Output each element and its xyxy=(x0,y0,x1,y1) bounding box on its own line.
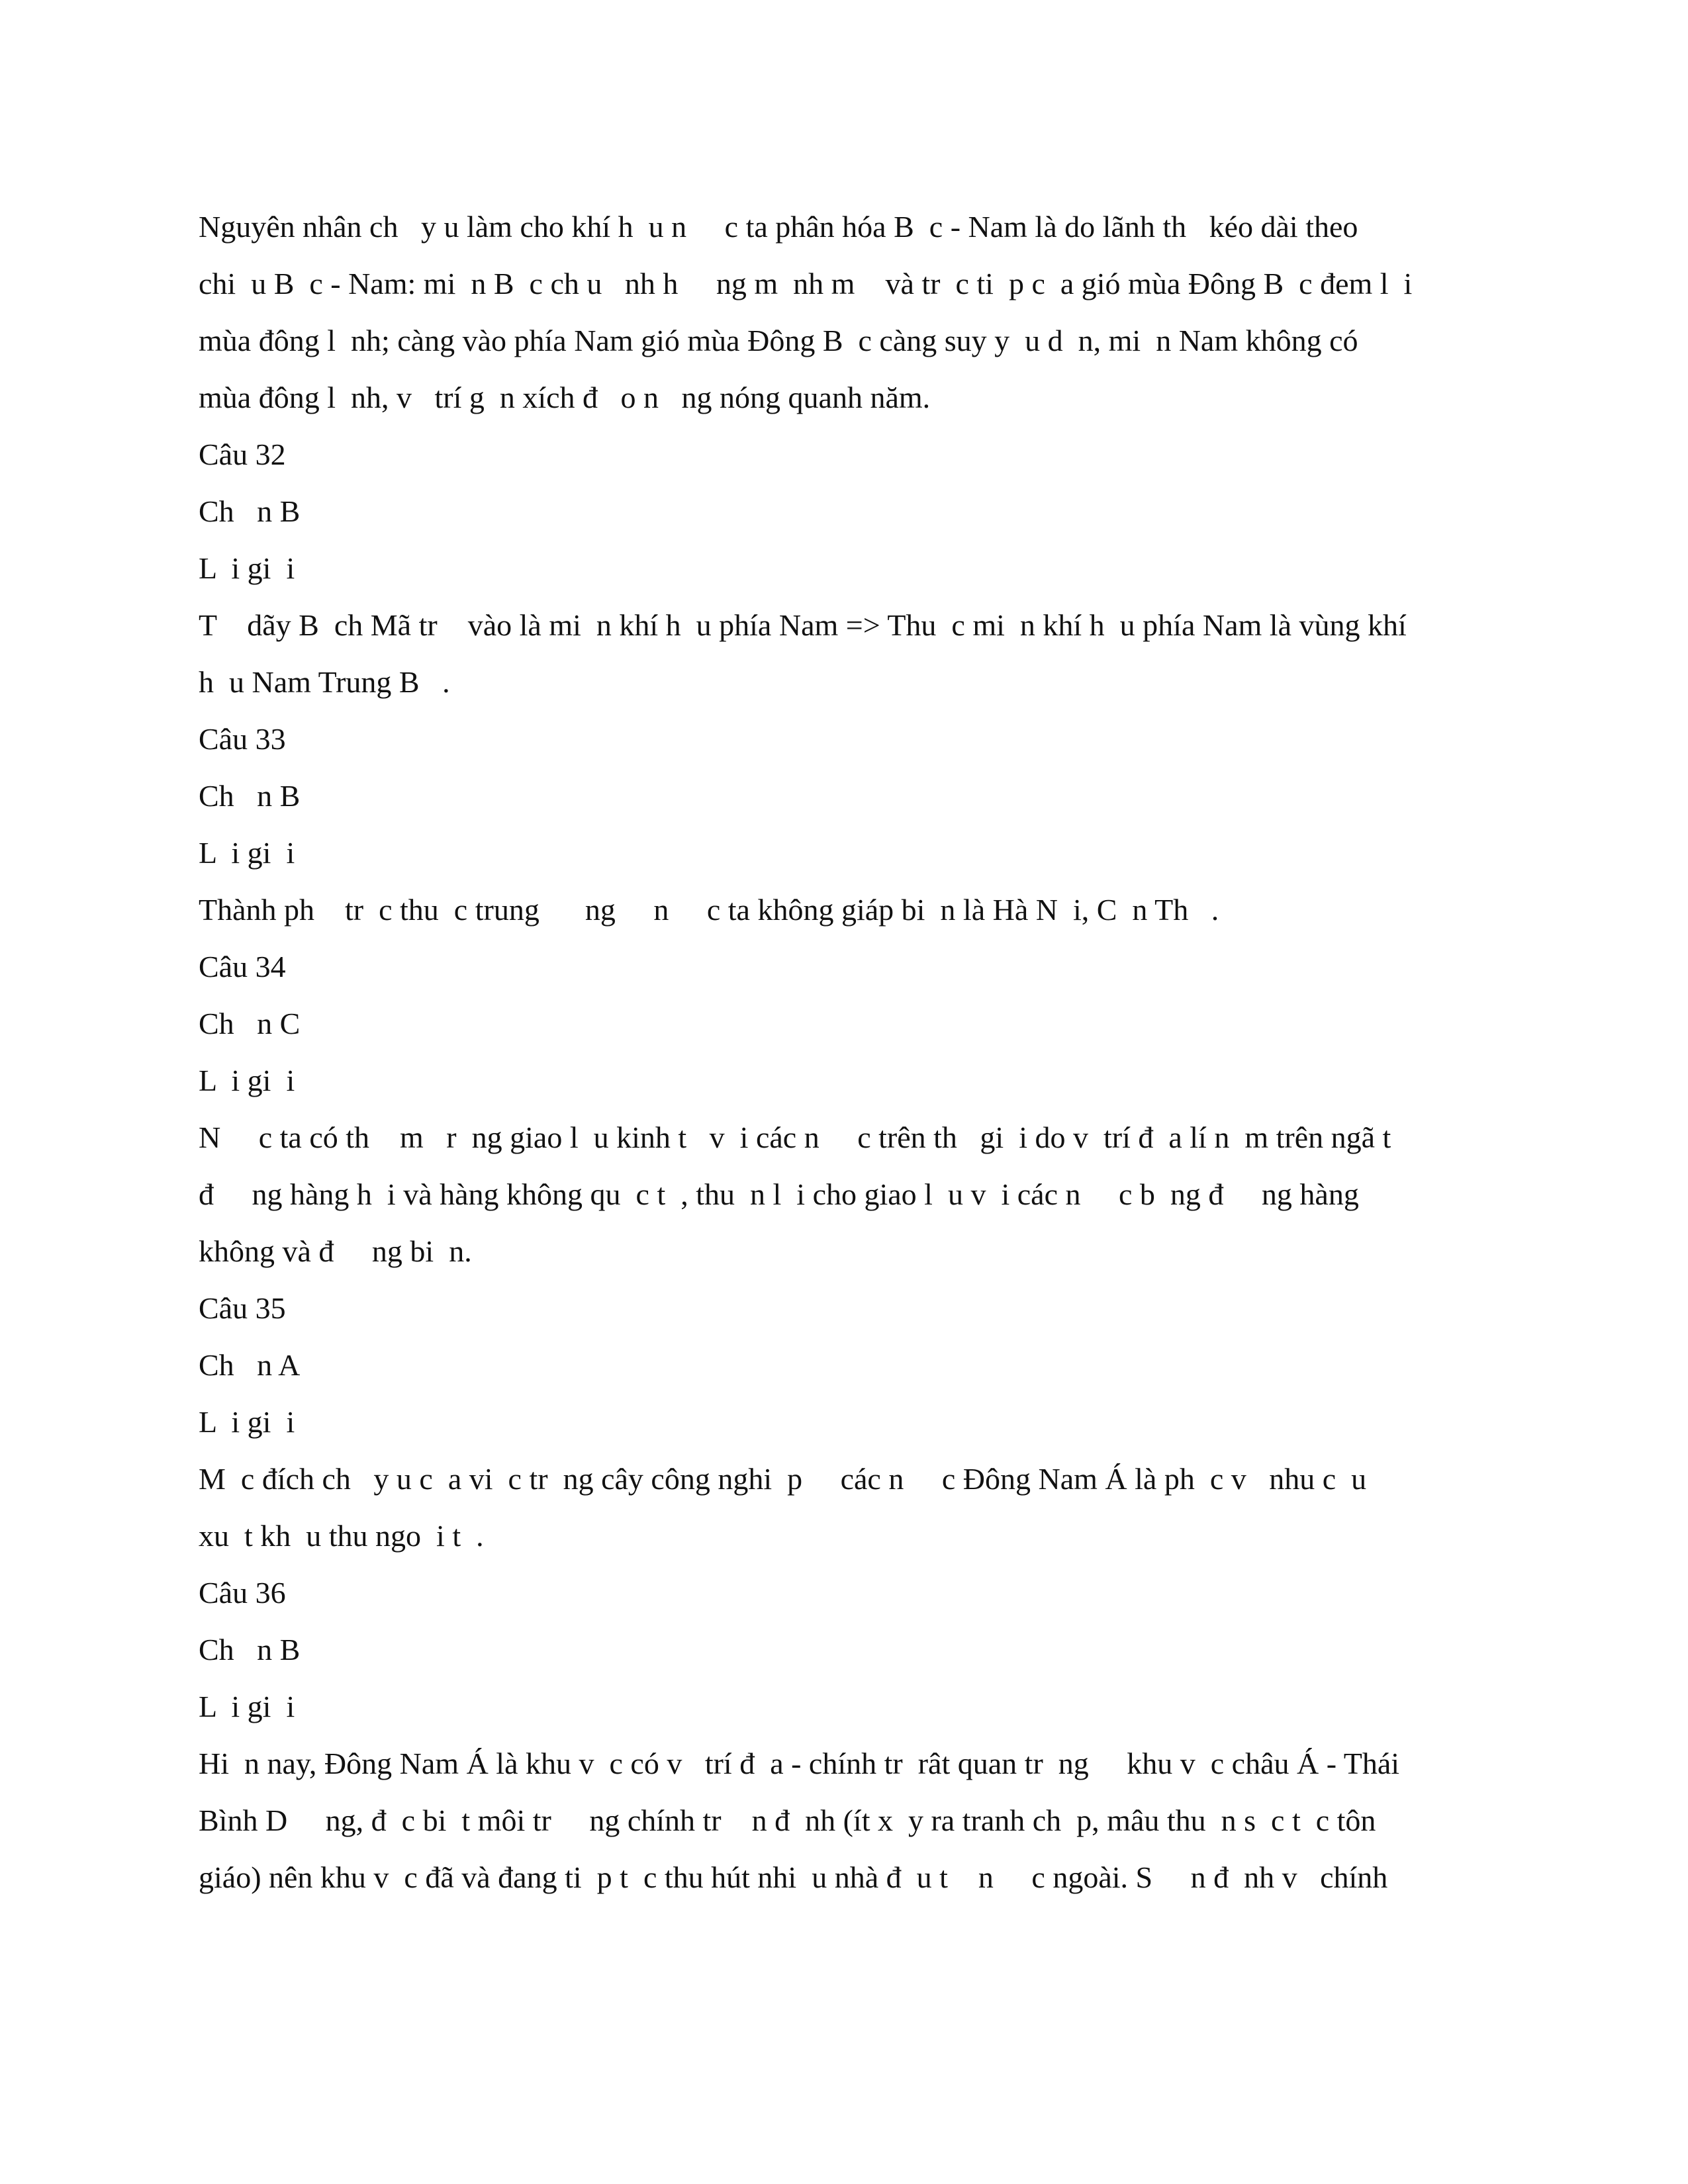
text-line: đ ng hàng h i và hàng không qu c t , thu n l i cho giao l u v i các n c b ng đ ng hàng xyxy=(199,1177,1359,1211)
text-line: T dãy B ch Mã tr vào là mi n khí h u phía Nam => Thu c mi n khí h u phía Nam là vùng khí xyxy=(199,608,1407,642)
question-heading: Câu 32 xyxy=(199,437,286,471)
text-line: chi u B c - Nam: mi n B c ch u nh h ng m nh m và tr c ti p c a gió mùa Đông B c đem l i xyxy=(199,267,1413,300)
text-line: N c ta có th m r ng giao l u kinh t v i các n c trên th gi i do v trí đ a lí n m trên ngã t xyxy=(199,1120,1391,1154)
explanation-label: L i gi i xyxy=(199,1690,295,1723)
answer-choice: Ch n B xyxy=(199,1633,301,1666)
answer-choice: Ch n A xyxy=(199,1348,301,1382)
explanation-label: L i gi i xyxy=(199,1064,295,1097)
text-line: xu t kh u thu ngo i t . xyxy=(199,1519,484,1553)
document-body xyxy=(199,199,1509,1906)
text-line: Bình D ng, đ c bi t môi tr ng chính tr n đ nh (ít x y ra tranh ch p, mâu thu n s c t c tôn xyxy=(199,1803,1376,1837)
question-heading: Câu 34 xyxy=(199,950,286,983)
text-line: Thành ph tr c thu c trung ng n c ta không giáp bi n là Hà N i, C n Th . xyxy=(199,893,1219,927)
text-line: Hi n nay, Đông Nam Á là khu v c có v trí đ a - chính tr rât quan tr ng khu v c châu Á - Thái xyxy=(199,1747,1400,1780)
text-line: h u Nam Trung B . xyxy=(199,665,450,699)
text-line: mùa đông l nh, v trí g n xích đ o n ng nóng quanh năm. xyxy=(199,381,931,414)
text-line: không và đ ng bi n. xyxy=(199,1234,472,1268)
question-heading: Câu 36 xyxy=(199,1576,286,1610)
explanation-label: L i gi i xyxy=(199,551,295,585)
text-line: M c đích ch y u c a vi c tr ng cây công nghi p các n c Đông Nam Á là ph c v nhu c u xyxy=(199,1462,1367,1496)
text-line: mùa đông l nh; càng vào phía Nam gió mùa Đông B c càng suy y u d n, mi n Nam không có xyxy=(199,324,1358,357)
explanation-label: L i gi i xyxy=(199,1405,295,1439)
answer-choice: Ch n C xyxy=(199,1007,301,1040)
question-heading: Câu 33 xyxy=(199,722,286,756)
answer-choice: Ch n B xyxy=(199,494,301,528)
text-line: giáo) nên khu v c đã và đang ti p t c thu hút nhi u nhà đ u t n c ngoài. S n đ nh v chính xyxy=(199,1860,1388,1894)
answer-choice: Ch n B xyxy=(199,779,301,813)
text-line: Nguyên nhân ch y u làm cho khí h u n c ta phân hóa B c - Nam là do lãnh th kéo dài theo xyxy=(199,210,1358,244)
explanation-label: L i gi i xyxy=(199,836,295,870)
question-heading: Câu 35 xyxy=(199,1291,286,1325)
